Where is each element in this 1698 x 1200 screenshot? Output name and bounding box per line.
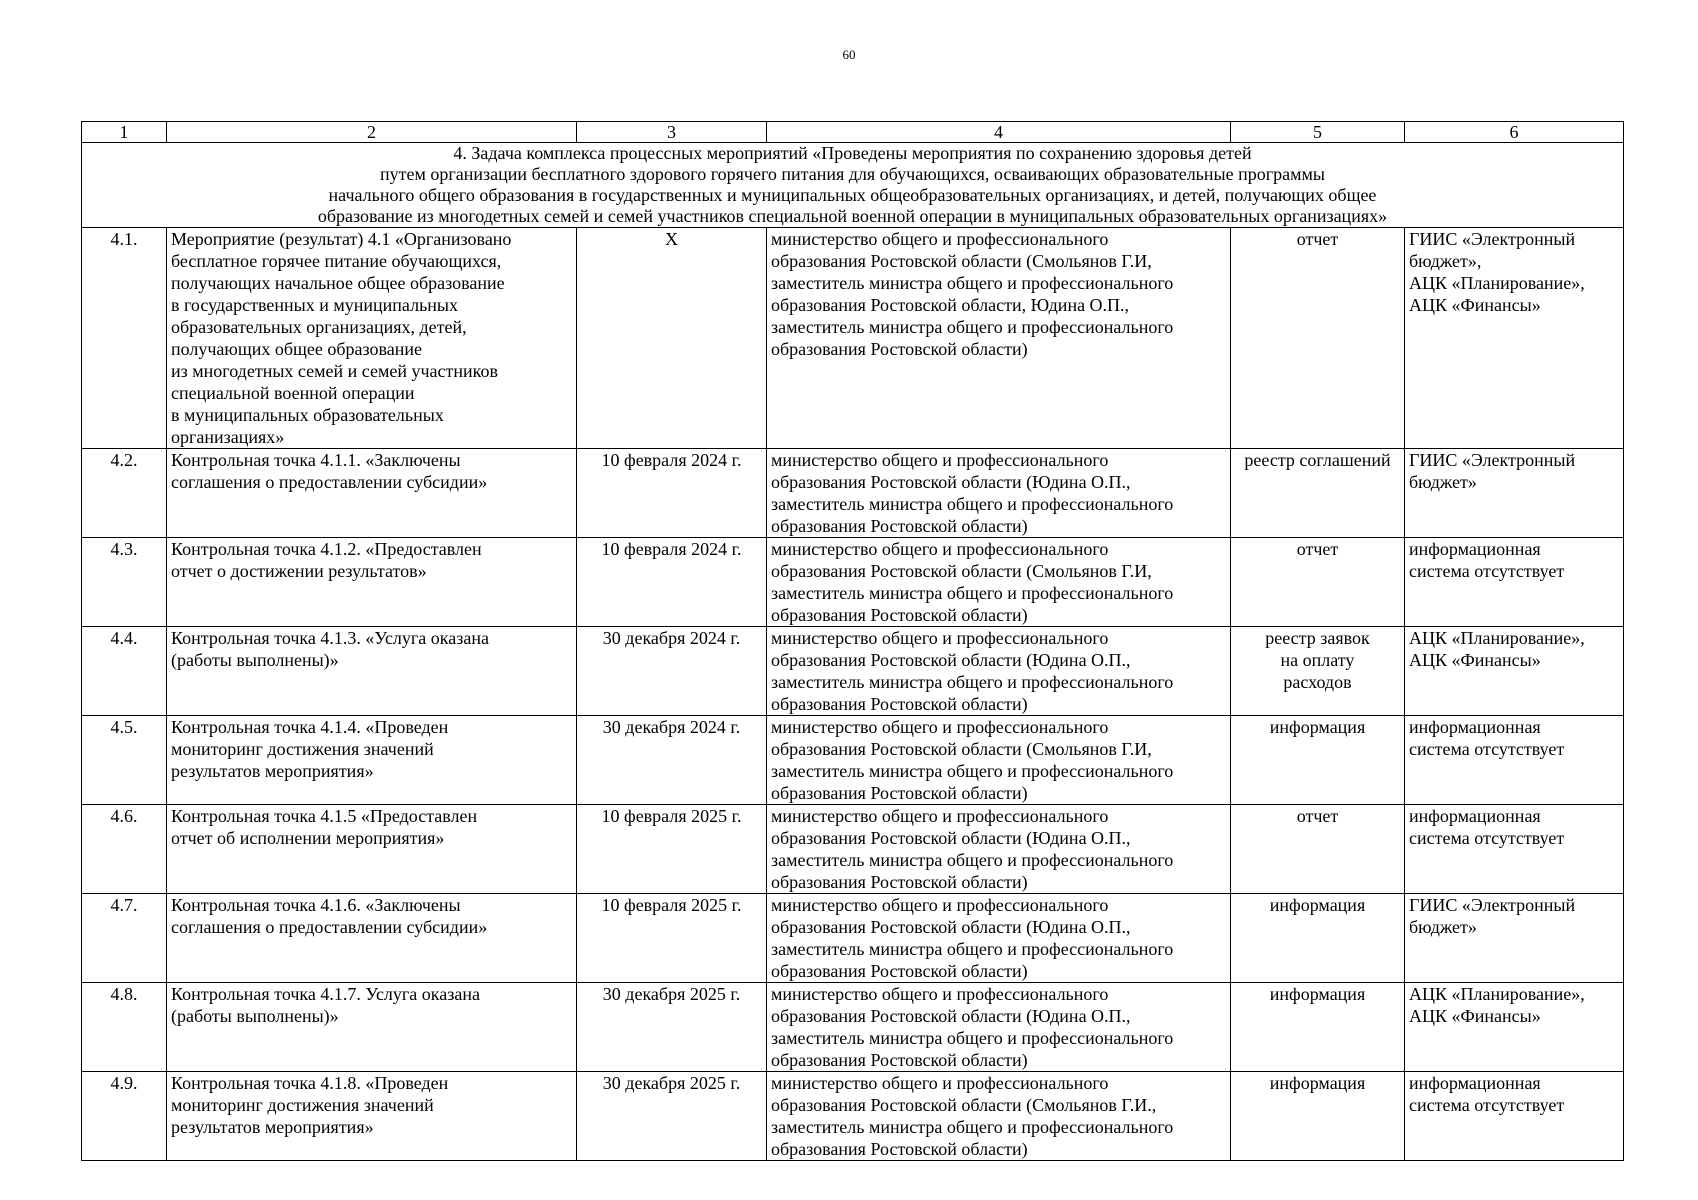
column-number-6: 6	[1405, 122, 1624, 143]
deadline-date: 10 февраля 2024 г.	[577, 538, 767, 627]
event-name: Контрольная точка 4.1.4. «Проведен мониторинг достижения значений результатов мероприятия»	[167, 716, 577, 805]
responsible-executor: министерство общего и профессионального образования Ростовской области (Юдина О.П., заместитель министра общего и профессионального образования Ростовской области)	[767, 449, 1231, 538]
responsible-executor: министерство общего и профессионального образования Ростовской области (Смольянов Г.И., заместитель министра общего и профессионального образования Ростовской области)	[767, 1072, 1231, 1161]
event-name: Контрольная точка 4.1.7. Услуга оказана (работы выполнены)»	[167, 983, 577, 1072]
row-number: 4.7.	[82, 894, 167, 983]
deadline-date: 30 декабря 2025 г.	[577, 983, 767, 1072]
information-system: информационная система отсутствует	[1405, 716, 1624, 805]
information-system: АЦК «Планирование», АЦК «Финансы»	[1405, 983, 1624, 1072]
information-system: АЦК «Планирование», АЦК «Финансы»	[1405, 627, 1624, 716]
information-system: ГИИС «Электронный бюджет»	[1405, 894, 1624, 983]
deadline-date: 30 декабря 2024 г.	[577, 716, 767, 805]
row-number: 4.9.	[82, 1072, 167, 1161]
deadline-date: 10 февраля 2025 г.	[577, 894, 767, 983]
confirming-document: отчет	[1231, 538, 1405, 627]
table-row	[82, 805, 1624, 894]
table-row	[82, 983, 1624, 1072]
information-system: ГИИС «Электронный бюджет», АЦК «Планирование», АЦК «Финансы»	[1405, 228, 1624, 449]
column-number-4: 4	[767, 122, 1231, 143]
deadline-date: X	[577, 228, 767, 449]
event-name: Контрольная точка 4.1.6. «Заключены соглашения о предоставлении субсидии»	[167, 894, 577, 983]
column-number-1: 1	[82, 122, 167, 143]
confirming-document: отчет	[1231, 228, 1405, 449]
responsible-executor: министерство общего и профессионального образования Ростовской области (Юдина О.П., заместитель министра общего и профессионального образования Ростовской области)	[767, 805, 1231, 894]
confirming-document: информация	[1231, 894, 1405, 983]
table-row	[82, 716, 1624, 805]
event-name: Контрольная точка 4.1.8. «Проведен мониторинг достижения значений результатов мероприятия»	[167, 1072, 577, 1161]
event-name: Контрольная точка 4.1.1. «Заключены соглашения о предоставлении субсидии»	[167, 449, 577, 538]
row-number: 4.1.	[82, 228, 167, 449]
table-row	[82, 449, 1624, 538]
column-number-row	[82, 122, 1624, 143]
deadline-date: 10 февраля 2025 г.	[577, 805, 767, 894]
section-row	[82, 143, 1624, 228]
page-number: 60	[842, 47, 856, 62]
deadline-date: 30 декабря 2025 г.	[577, 1072, 767, 1161]
confirming-document: реестр соглашений	[1231, 449, 1405, 538]
table-row	[82, 228, 1624, 449]
responsible-executor: министерство общего и профессионального образования Ростовской области (Юдина О.П., заместитель министра общего и профессионального образования Ростовской области)	[767, 894, 1231, 983]
row-number: 4.3.	[82, 538, 167, 627]
deadline-date: 10 февраля 2024 г.	[577, 449, 767, 538]
confirming-document: реестр заявок на оплату расходов	[1231, 627, 1405, 716]
column-number-2: 2	[167, 122, 577, 143]
table-row	[82, 538, 1624, 627]
section-title: 4. Задача комплекса процессных мероприятий «Проведены мероприятия по сохранению здоровья детей путем организации бесплатного здорового горячего питания для обучающихся, осваивающих образовательные программы начального общего образования в государственных и муниципальных общеобразовательных организациях, и детей, получающих общее образование из многодетных семей и семей участников специальной военной операции в муниципальных образовательных организациях»	[82, 143, 1624, 228]
table-row	[82, 1072, 1624, 1161]
column-number-5: 5	[1231, 122, 1405, 143]
row-number: 4.5.	[82, 716, 167, 805]
responsible-executor: министерство общего и профессионального образования Ростовской области (Юдина О.П., заместитель министра общего и профессионального образования Ростовской области)	[767, 627, 1231, 716]
events-plan-table	[81, 121, 1624, 1161]
event-name: Мероприятие (результат) 4.1 «Организовано бесплатное горячее питание обучающихся, получающих начальное общее образование в государственных и муниципальных образовательных организациях, детей, получающих общее образование из многодетных семей и семей участников специальной военной операции в муниципальных образовательных организациях»	[167, 228, 577, 449]
confirming-document: информация	[1231, 983, 1405, 1072]
event-name: Контрольная точка 4.1.3. «Услуга оказана (работы выполнены)»	[167, 627, 577, 716]
row-number: 4.6.	[82, 805, 167, 894]
event-name: Контрольная точка 4.1.2. «Предоставлен отчет о достижении результатов»	[167, 538, 577, 627]
confirming-document: информация	[1231, 716, 1405, 805]
row-number: 4.4.	[82, 627, 167, 716]
confirming-document: информация	[1231, 1072, 1405, 1161]
confirming-document: отчет	[1231, 805, 1405, 894]
information-system: информационная система отсутствует	[1405, 1072, 1624, 1161]
table-row	[82, 627, 1624, 716]
responsible-executor: министерство общего и профессионального образования Ростовской области (Смольянов Г.И, заместитель министра общего и профессионального образования Ростовской области)	[767, 716, 1231, 805]
responsible-executor: министерство общего и профессионального образования Ростовской области (Юдина О.П., заместитель министра общего и профессионального образования Ростовской области)	[767, 983, 1231, 1072]
column-number-3: 3	[577, 122, 767, 143]
table-row	[82, 894, 1624, 983]
row-number: 4.2.	[82, 449, 167, 538]
information-system: информационная система отсутствует	[1405, 538, 1624, 627]
information-system: ГИИС «Электронный бюджет»	[1405, 449, 1624, 538]
information-system: информационная система отсутствует	[1405, 805, 1624, 894]
deadline-date: 30 декабря 2024 г.	[577, 627, 767, 716]
row-number: 4.8.	[82, 983, 167, 1072]
responsible-executor: министерство общего и профессионального образования Ростовской области (Смольянов Г.И, заместитель министра общего и профессионального образования Ростовской области)	[767, 538, 1231, 627]
responsible-executor: министерство общего и профессионального образования Ростовской области (Смольянов Г.И, заместитель министра общего и профессионального образования Ростовской области, Юдина О.П., заместитель министра общего и профессионального образования Ростовской области)	[767, 228, 1231, 449]
event-name: Контрольная точка 4.1.5 «Предоставлен отчет об исполнении мероприятия»	[167, 805, 577, 894]
